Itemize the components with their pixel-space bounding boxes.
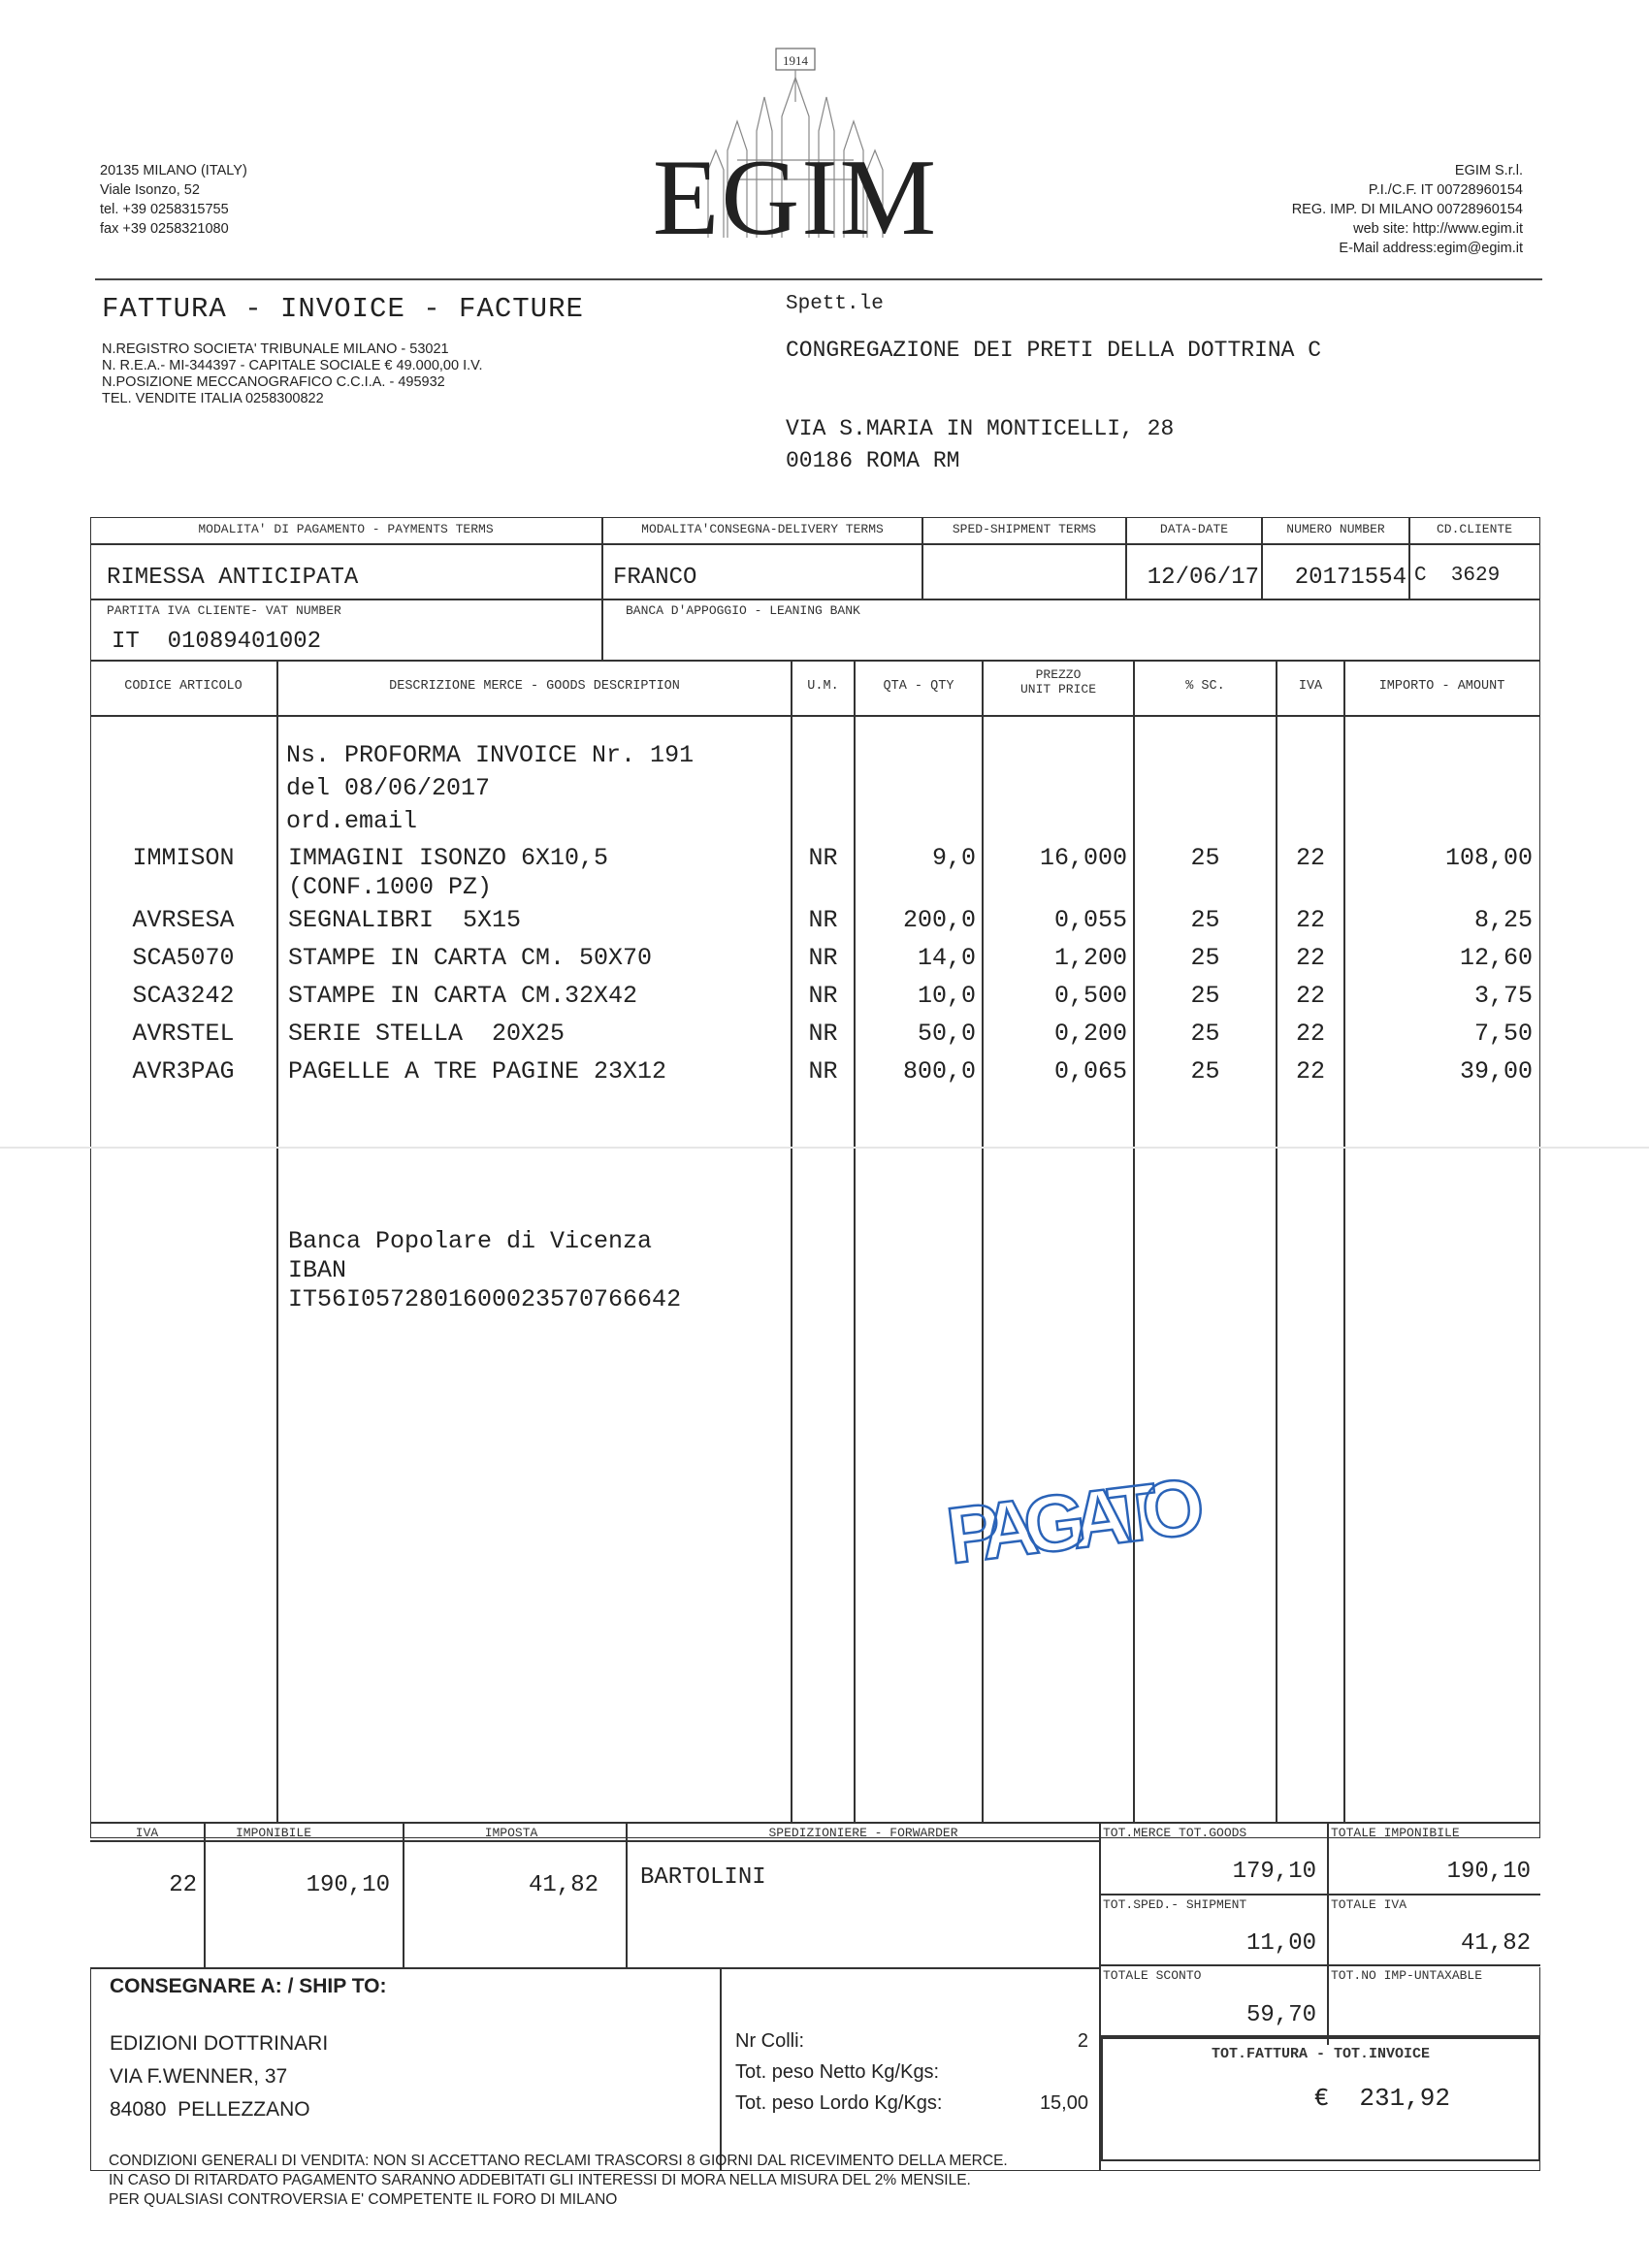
tot-iva-label: TOTALE IVA — [1331, 1897, 1407, 1912]
company-details — [1292, 161, 1523, 258]
number-label: NUMERO NUMBER — [1286, 522, 1385, 536]
paid-stamp-icon — [936, 1460, 1227, 1567]
untaxable-label: TOT.NO IMP-UNTAXABLE — [1331, 1968, 1483, 1983]
item-iva: 22 — [1295, 1020, 1325, 1048]
company-website: web site: http://www.egim.it — [1353, 221, 1523, 237]
order-notes — [286, 739, 694, 838]
item-code: IMMISON — [132, 844, 235, 872]
item-iva: 22 — [1295, 944, 1325, 972]
item-amount: 7,50 — [1473, 1020, 1533, 1048]
ship-to-label: CONSEGNARE A: / SHIP TO: — [110, 1975, 387, 1997]
svg-text:1914: 1914 — [783, 53, 808, 68]
item-description-extra: (CONF.1000 PZ) — [288, 873, 493, 901]
forwarder-name: BARTOLINI — [640, 1864, 766, 1891]
item-amount: 39,00 — [1459, 1057, 1533, 1085]
invoice-date: 12/06/17 — [1147, 565, 1259, 591]
item-description: SERIE STELLA 20X25 — [288, 1020, 566, 1048]
sales-conditions — [109, 2152, 1008, 2210]
item-price: 0,065 — [1053, 1057, 1127, 1085]
salutation: Spett.le — [786, 293, 884, 315]
item-description: STAMPE IN CARTA CM.32X42 — [288, 982, 638, 1010]
item-iva: 22 — [1295, 844, 1325, 872]
item-discount: 25 — [1190, 1020, 1220, 1048]
item-iva: 22 — [1295, 1057, 1325, 1085]
item-um: NR — [808, 1057, 838, 1085]
item-description: STAMPE IN CARTA CM. 50X70 — [288, 944, 653, 972]
item-price: 1,200 — [1053, 944, 1127, 972]
item-amount: 8,25 — [1473, 906, 1533, 934]
company-fax: fax +39 0258321080 — [100, 221, 229, 237]
delivery-terms-value: FRANCO — [613, 565, 697, 591]
shipment-terms-label: SPED-SHIPMENT TERMS — [952, 522, 1097, 536]
goods-total-label: TOT.MERCE TOT.GOODS — [1103, 1826, 1247, 1840]
item-discount: 25 — [1190, 1057, 1220, 1085]
tot-iva: 41,82 — [1460, 1930, 1531, 1957]
bank-label: BANCA D'APPOGGIO - LEANING BANK — [626, 603, 860, 618]
item-price: 16,000 — [1039, 844, 1127, 872]
ship-to-street: VIA F.WENNER, 37 — [110, 2065, 288, 2088]
condition-line: PER QUALSIASI CONTROVERSIA E' COMPETENTE IL FORO DI MILANO — [109, 2191, 618, 2208]
company-name: EGIM S.r.l. — [1454, 163, 1523, 178]
paper-fold — [0, 1147, 1649, 1149]
bank-name: Banca Popolare di Vicenza — [288, 1227, 653, 1255]
shipment-total: 11,00 — [1245, 1930, 1316, 1957]
document-title: FATTURA - INVOICE - FACTURE — [102, 293, 584, 325]
item-qty: 200,0 — [902, 906, 976, 934]
customer-address: VIA S.MARIA IN MONTICELLI, 28 — [786, 416, 1175, 441]
item-qty: 50,0 — [917, 1020, 976, 1048]
payment-terms-label: MODALITA' DI PAGAMENTO - PAYMENTS TERMS — [198, 522, 494, 536]
note-line: Ns. PROFORMA INVOICE Nr. 191 — [286, 741, 695, 769]
col-code: CODICE ARTICOLO — [124, 679, 242, 694]
totals-imposta-label: IMPOSTA — [484, 1826, 538, 1840]
item-iva: 22 — [1295, 982, 1325, 1010]
item-qty: 10,0 — [917, 982, 976, 1010]
item-description: IMMAGINI ISONZO 6X10,5 — [288, 844, 609, 872]
item-um: NR — [808, 906, 838, 934]
totals-imposta: 41,82 — [528, 1872, 598, 1898]
item-um: NR — [808, 982, 838, 1010]
item-amount: 3,75 — [1473, 982, 1533, 1010]
registry-line: N.REGISTRO SOCIETA' TRIBUNALE MILANO - 53021 — [102, 341, 449, 357]
item-code: AVRSESA — [132, 906, 235, 934]
item-discount: 25 — [1190, 944, 1220, 972]
company-address-line: Viale Isonzo, 52 — [100, 182, 200, 198]
item-code: AVR3PAG — [132, 1057, 235, 1085]
item-code: SCA5070 — [132, 944, 235, 972]
item-code: AVRSTEL — [132, 1020, 235, 1048]
totals-imponibile-label: IMPONIBILE — [235, 1826, 311, 1840]
col-price — [984, 667, 1133, 697]
company-registry: REG. IMP. DI MILANO 00728960154 — [1291, 202, 1523, 217]
iban-label: IBAN — [288, 1256, 347, 1284]
tot-imponibile: 190,10 — [1446, 1859, 1531, 1885]
registry-info — [102, 341, 483, 407]
item-qty: 800,0 — [902, 1057, 976, 1085]
discount-total-label: TOTALE SCONTO — [1103, 1968, 1202, 1983]
ship-to-box — [90, 1967, 1540, 2171]
egim-logo — [611, 44, 980, 258]
item-um: NR — [808, 844, 838, 872]
item-um: NR — [808, 944, 838, 972]
forwarder-label: SPEDIZIONIERE - FORWARDER — [768, 1826, 958, 1840]
item-qty: 9,0 — [931, 844, 976, 872]
tot-imponibile-label: TOTALE IMPONIBILE — [1331, 1826, 1460, 1840]
item-price: 0,055 — [1053, 906, 1127, 934]
item-description: SEGNALIBRI 5X15 — [288, 906, 522, 934]
header-divider — [95, 278, 1542, 280]
client-code-label: CD.CLIENTE — [1436, 522, 1512, 536]
item-amount: 12,60 — [1459, 944, 1533, 972]
col-description: DESCRIZIONE MERCE - GOODS DESCRIPTION — [389, 679, 680, 694]
company-address — [100, 161, 247, 239]
vat-label: PARTITA IVA CLIENTE- VAT NUMBER — [107, 603, 341, 618]
vat-number: IT 01089401002 — [112, 629, 322, 655]
totals-iva-rate: 22 — [169, 1872, 197, 1898]
registry-line: N.POSIZIONE MECCANOGRAFICO C.C.I.A. - 495932 — [102, 374, 445, 390]
svg-text:PAGATO: PAGATO — [942, 1461, 1213, 1567]
item-discount: 25 — [1190, 982, 1220, 1010]
iban-value: IT56I0572801600023570766642 — [288, 1285, 682, 1313]
totals-imponibile: 190,10 — [306, 1872, 390, 1898]
col-discount: % SC. — [1185, 679, 1225, 694]
registry-line: TEL. VENDITE ITALIA 0258300822 — [102, 391, 324, 406]
company-address-line: 20135 MILANO (ITALY) — [100, 163, 247, 178]
totals-iva-label: IVA — [135, 1826, 159, 1840]
gross-weight: 15,00 — [1039, 2092, 1088, 2114]
logo-wordmark: EGIM — [652, 138, 939, 258]
invoice-number: 20171554 — [1294, 565, 1406, 591]
payment-terms-value: RIMESSA ANTICIPATA — [107, 565, 359, 591]
item-price: 0,200 — [1053, 1020, 1127, 1048]
customer-city: 00186 ROMA RM — [786, 448, 960, 473]
paid-stamp — [936, 1460, 1227, 1571]
ship-to-city: 84080 PELLEZZANO — [110, 2098, 310, 2121]
item-amount: 108,00 — [1444, 844, 1533, 872]
goods-total: 179,10 — [1232, 1859, 1316, 1885]
colli-count: 2 — [1077, 2030, 1088, 2052]
client-code: C 3629 — [1414, 565, 1501, 587]
gross-weight-label: Tot. peso Lordo Kg/Kgs: — [735, 2092, 943, 2114]
col-iva: IVA — [1298, 679, 1323, 694]
total-invoice-amount: € 231,92 — [1313, 2084, 1450, 2113]
total-invoice-label: TOT.FATTURA - TOT.INVOICE — [1211, 2046, 1431, 2062]
colli-label: Nr Colli: — [735, 2030, 805, 2052]
discount-total: 59,70 — [1245, 2002, 1316, 2028]
col-qty: QTA - QTY — [883, 679, 954, 694]
item-discount: 25 — [1190, 906, 1220, 934]
col-price-line2: UNIT PRICE — [1019, 682, 1096, 697]
item-discount: 25 — [1190, 844, 1220, 872]
item-iva: 22 — [1295, 906, 1325, 934]
col-amount: IMPORTO - AMOUNT — [1378, 679, 1505, 694]
customer-name: CONGREGAZIONE DEI PRETI DELLA DOTTRINA C — [786, 338, 1322, 363]
company-email: E-Mail address:egim@egim.it — [1339, 241, 1523, 256]
item-description: PAGELLE A TRE PAGINE 23X12 — [288, 1057, 667, 1085]
condition-line: IN CASO DI RITARDATO PAGAMENTO SARANNO ADDEBITATI GLI INTERESSI DI MORA NELLA MISURA DEL 2% MENSILE. — [109, 2172, 971, 2188]
col-um: U.M. — [807, 679, 839, 694]
item-code: SCA3242 — [132, 982, 235, 1010]
registry-line: N. R.E.A.- MI-344397 - CAPITALE SOCIALE € 49.000,00 I.V. — [102, 358, 483, 373]
delivery-terms-label: MODALITA'CONSEGNA-DELIVERY TERMS — [641, 522, 884, 536]
company-phone: tel. +39 0258315755 — [100, 202, 229, 217]
item-price: 0,500 — [1053, 982, 1127, 1010]
item-qty: 14,0 — [917, 944, 976, 972]
shipment-total-label: TOT.SPED.- SHIPMENT — [1103, 1897, 1247, 1912]
col-price-line1: PREZZO — [1035, 667, 1082, 682]
customer-block — [786, 335, 1321, 477]
condition-line: CONDIZIONI GENERALI DI VENDITA: NON SI ACCETTANO RECLAMI TRASCORSI 8 GIORNI DAL RICEVIMENTO DELLA MERCE. — [109, 2153, 1008, 2169]
ship-to-name: EDIZIONI DOTTRINARI — [110, 2032, 329, 2055]
note-line: del 08/06/2017 — [286, 774, 491, 802]
item-um: NR — [808, 1020, 838, 1048]
net-weight-label: Tot. peso Netto Kg/Kgs: — [735, 2061, 940, 2083]
bank-info — [288, 1227, 681, 1314]
company-vat: P.I./C.F. IT 00728960154 — [1368, 182, 1523, 198]
date-label: DATA-DATE — [1159, 522, 1229, 536]
note-line: ord.email — [286, 807, 418, 835]
